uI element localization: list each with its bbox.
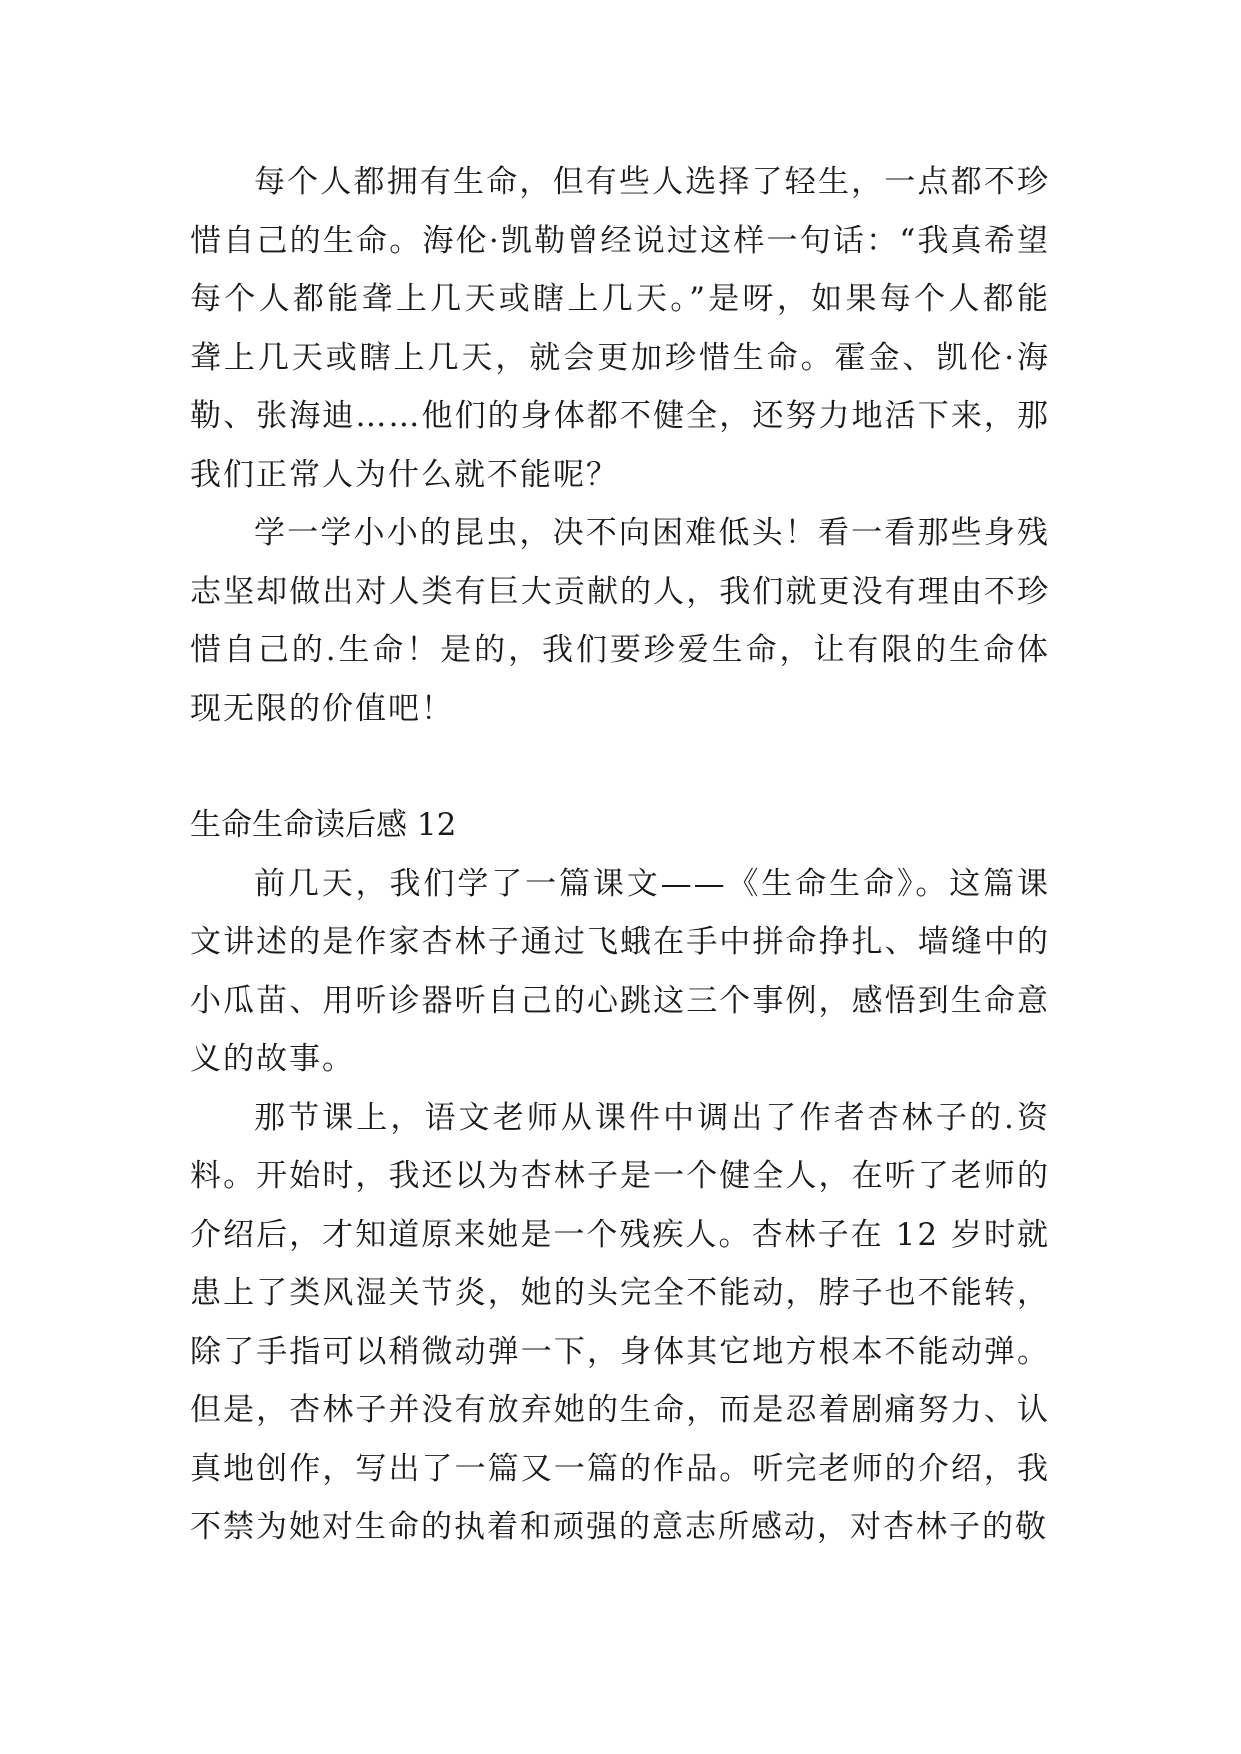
paragraph-3: 前几天，我们学了一篇课文——《生命生命》。这篇课文讲述的是作家杏林子通过飞蛾在手中拼命挣扎、墙缝中的小瓜苗、用听诊器听自己的心跳这三个事例，感悟到生命意义的故事。 [190,865,1050,1077]
paragraph-4: 那节课上，语文老师从课件中调出了作者杏林子的.资料。开始时，我还以为杏林子是一个健全人，在听了老师的介绍后，才知道原来她是一个残疾人。杏林子在 12 岁时就患上了类风湿关节炎，她的头完全不能动，脖子也不能转，除了手指可以稍微动弹一下，身体其它地方根本不能动弹。但是，杏林子并没有放弃她的生命，而是忍着剧痛努力、认真地创作，写出了一篇又一篇的作品。听完老师的介绍，我不禁为她对生命的执着和顽强的意志所感动，对杏林子的敬 [190,1099,1050,1545]
document-body [190,153,1050,1557]
section-spacer [190,738,1050,796]
section-title: 生命生命读后感 12 [190,807,457,843]
paragraph-2: 学一学小小的昆虫，决不向困难低头！看一看那些身残志坚却做出对人类有巨大贡献的人，我们就更没有理由不珍惜自己的.生命！是的，我们要珍爱生命，让有限的生命体现无限的价值吧！ [190,515,1050,727]
paragraph-1: 每个人都拥有生命，但有些人选择了轻生，一点都不珍惜自己的生命。海伦·凯勒曾经说过这样一句话：“我真希望每个人都能聋上几天或瞎上几天。”是呀，如果每个人都能聋上几天或瞎上几天，就会更加珍惜生命。霍金、凯伦·海勒、张海迪……他们的身体都不健全，还努力地活下来，那我们正常人为什么就不能呢？ [190,164,1050,493]
